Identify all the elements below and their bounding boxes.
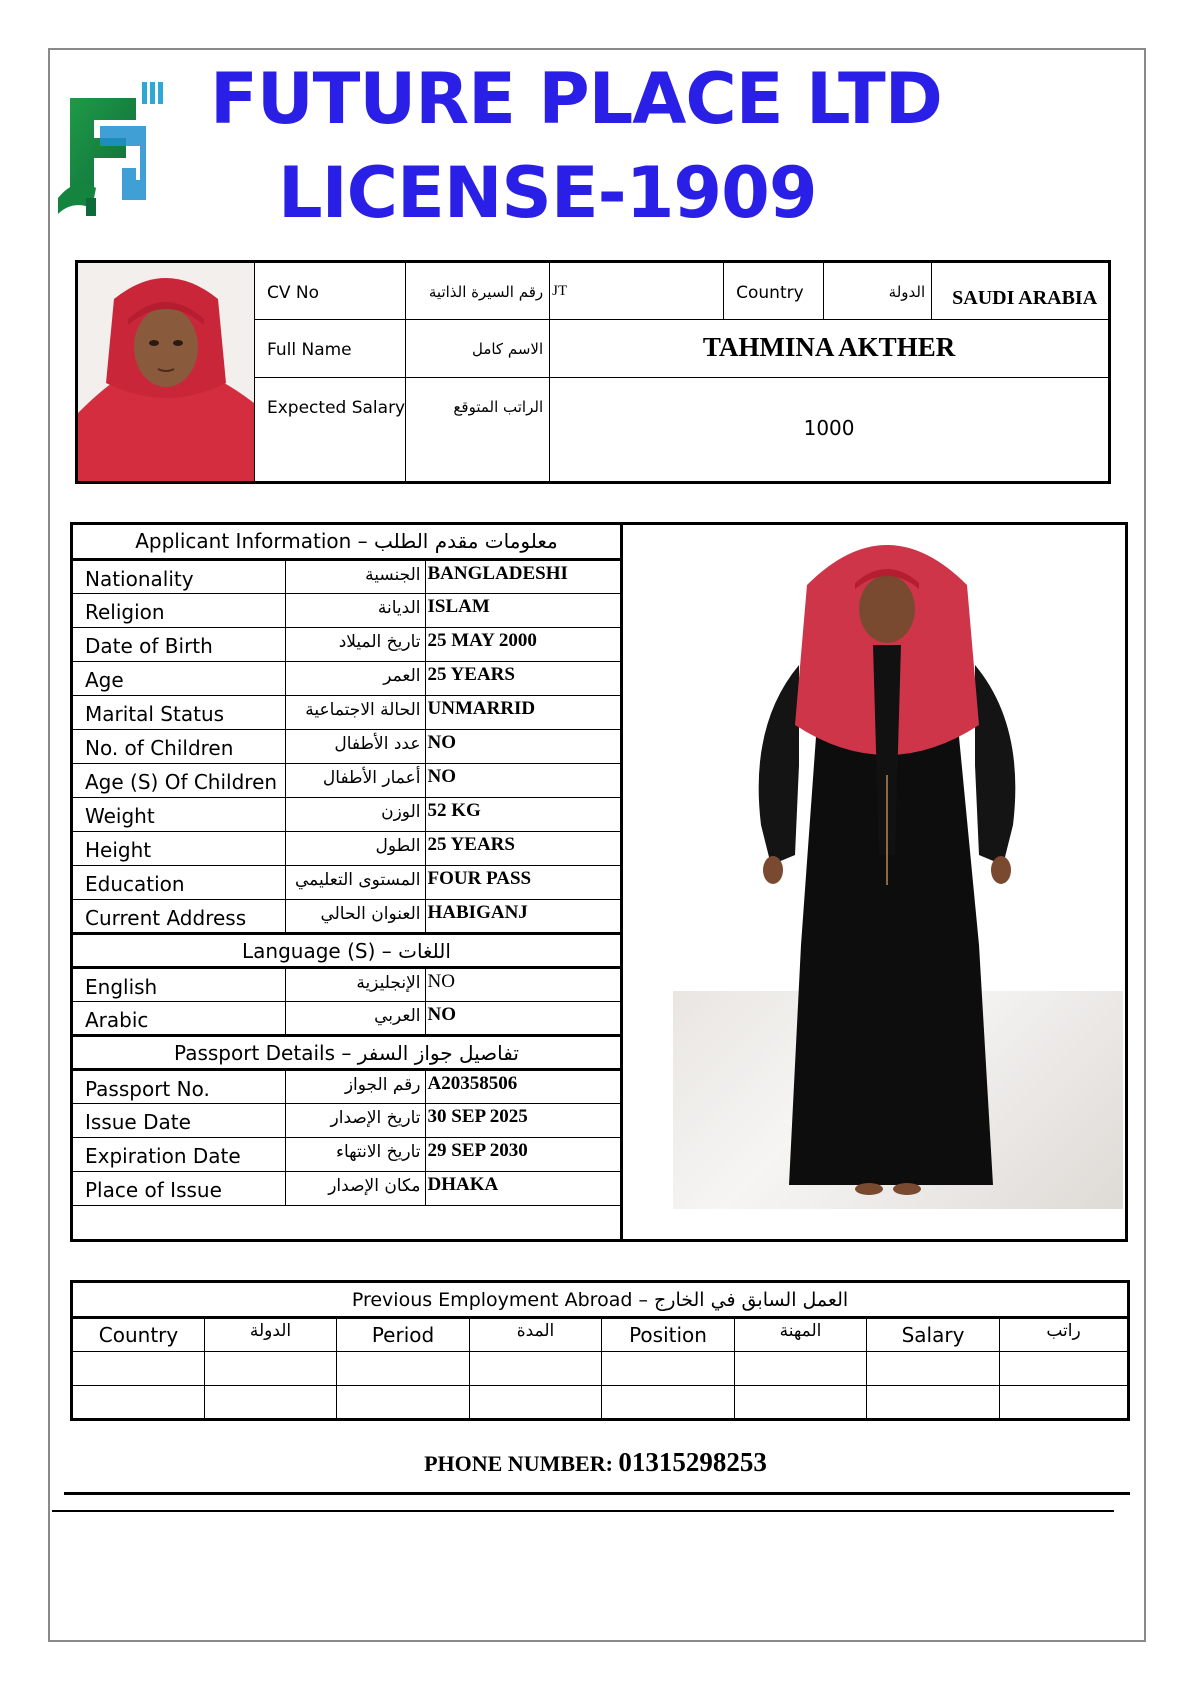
table-row: [73, 559, 620, 593]
row-label-ar: المستوى التعليمي: [285, 865, 425, 899]
row-label: Height: [73, 831, 285, 865]
row-value: NO: [425, 1001, 620, 1035]
row-value: NO: [425, 763, 620, 797]
applicant-section-title: Applicant Information – معلومات مقدم الطلب: [73, 525, 620, 559]
row-label-ar: مكان الإصدار: [285, 1171, 425, 1205]
country-label: Country: [736, 283, 804, 303]
table-row: [73, 967, 620, 1001]
emp-header-country: Country: [72, 1318, 205, 1352]
row-label: Expiration Date: [73, 1137, 285, 1171]
row-value: UNMARRID: [425, 695, 620, 729]
row-value: 25 YEARS: [425, 661, 620, 695]
row-label-ar: الوزن: [285, 797, 425, 831]
employment-title: Previous Employment Abroad – العمل السابق في الخارج: [72, 1282, 1129, 1318]
row-value: 29 SEP 2030: [425, 1137, 620, 1171]
divider: [52, 1510, 1114, 1512]
company-name: FUTURE PLACE LTD: [210, 58, 942, 140]
row-label-ar: أعمار الأطفال: [285, 763, 425, 797]
emp-header-salary: Salary: [867, 1318, 1000, 1352]
row-label: Weight: [73, 797, 285, 831]
row-value: HABIGANJ: [425, 899, 620, 933]
salary-label: Expected Salary: [267, 398, 406, 418]
row-label: No. of Children: [73, 729, 285, 763]
summary-table: [75, 260, 1111, 484]
table-row: [73, 729, 620, 763]
row-label-ar: العنوان الحالي: [285, 899, 425, 933]
row-label-ar: تاريخ الميلاد: [285, 627, 425, 661]
row-label-ar: العربي: [285, 1001, 425, 1035]
phone-number: 01315298253: [618, 1447, 767, 1477]
row-label-ar: الطول: [285, 831, 425, 865]
row-label: Age (S) Of Children: [73, 763, 285, 797]
row-label-ar: الحالة الاجتماعية: [285, 695, 425, 729]
row-label-ar: العمر: [285, 661, 425, 695]
emp-header-position-ar: المهنة: [735, 1318, 867, 1352]
table-row: [73, 1103, 620, 1137]
phone-label: PHONE NUMBER:: [424, 1451, 613, 1476]
cv-no-value: JT: [552, 283, 568, 299]
row-label: English: [73, 967, 285, 1001]
row-label: Education: [73, 865, 285, 899]
row-value: 25 YEARS: [425, 831, 620, 865]
table-row: [73, 593, 620, 627]
table-row: [72, 1352, 1129, 1386]
row-label-ar: الجنسية: [285, 559, 425, 593]
table-row: [73, 831, 620, 865]
row-label-ar: تاريخ الإصدار: [285, 1103, 425, 1137]
applicant-section: [70, 522, 1128, 1242]
row-label: Date of Birth: [73, 627, 285, 661]
table-row: [72, 1386, 1129, 1420]
applicant-info-panel: [73, 525, 623, 1239]
row-value: NO: [425, 967, 620, 1001]
row-label-ar: عدد الأطفال: [285, 729, 425, 763]
full-name-label: Full Name: [267, 340, 352, 360]
row-value: FOUR PASS: [425, 865, 620, 899]
row-value: 25 MAY 2000: [425, 627, 620, 661]
row-label-ar: الإنجليزية: [285, 967, 425, 1001]
emp-header-period: Period: [337, 1318, 470, 1352]
table-row: [73, 763, 620, 797]
row-label: Issue Date: [73, 1103, 285, 1137]
company-license: LICENSE-1909: [278, 152, 817, 234]
emp-header-country-ar: الدولة: [205, 1318, 337, 1352]
row-label-ar: رقم الجواز: [285, 1069, 425, 1103]
passport-section-title: Passport Details – تفاصيل جواز السفر: [73, 1035, 620, 1069]
full-photo-panel: [649, 525, 1125, 1239]
table-row: [73, 1069, 620, 1103]
row-label: Religion: [73, 593, 285, 627]
table-row: [73, 627, 620, 661]
row-label: Age: [73, 661, 285, 695]
table-row: [73, 661, 620, 695]
row-label: Nationality: [73, 559, 285, 593]
table-row: [73, 1137, 620, 1171]
applicant-portrait-icon: [78, 263, 254, 481]
full-name-value: TAHMINA AKTHER: [702, 332, 956, 362]
table-row: [73, 695, 620, 729]
row-label: Place of Issue: [73, 1171, 285, 1205]
row-label: Arabic: [73, 1001, 285, 1035]
table-row: [73, 899, 620, 933]
row-label-ar: الديانة: [285, 593, 425, 627]
emp-header-salary-ar: راتب: [1000, 1318, 1129, 1352]
table-row: [73, 865, 620, 899]
row-label: Passport No.: [73, 1069, 285, 1103]
divider: [64, 1492, 1130, 1495]
cv-no-label-ar: رقم السيرة الذاتية: [428, 283, 544, 301]
row-value: ISLAM: [425, 593, 620, 627]
emp-header-position: Position: [602, 1318, 735, 1352]
row-label: Marital Status: [73, 695, 285, 729]
future-place-logo-icon: [56, 80, 164, 218]
emp-header-period-ar: المدة: [470, 1318, 602, 1352]
country-label-ar: الدولة: [888, 283, 926, 301]
language-section-title: Language (S) – اللغات: [73, 933, 620, 967]
table-row: [73, 1001, 620, 1035]
row-value: 52 KG: [425, 797, 620, 831]
row-value: BANGLADESHI: [425, 559, 620, 593]
cv-no-label: CV No: [267, 283, 320, 303]
row-value: A20358506: [425, 1069, 620, 1103]
applicant-full-photo-icon: [649, 525, 1125, 1239]
portrait-cell: [77, 262, 255, 483]
salary-value: 1000: [803, 416, 855, 440]
row-label-ar: تاريخ الانتهاء: [285, 1137, 425, 1171]
row-value: NO: [425, 729, 620, 763]
full-name-label-ar: الاسم كامل: [471, 340, 544, 358]
row-label: Current Address: [73, 899, 285, 933]
employment-table: [70, 1280, 1130, 1421]
row-value: 30 SEP 2025: [425, 1103, 620, 1137]
row-value: DHAKA: [425, 1171, 620, 1205]
applicant-table: [73, 525, 620, 1206]
country-value: SAUDI ARABIA: [952, 287, 1098, 309]
table-row: [73, 1171, 620, 1205]
phone-line: [0, 1447, 1191, 1478]
salary-label-ar: الراتب المتوقع: [453, 398, 544, 416]
table-row: [73, 797, 620, 831]
